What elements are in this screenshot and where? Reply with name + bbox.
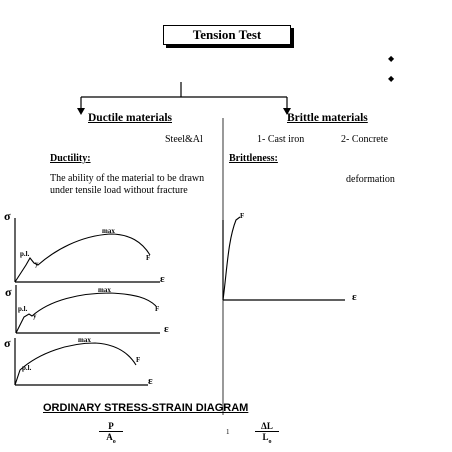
graph-4-curve [223, 217, 240, 300]
ductility-heading: Ductility: [50, 153, 91, 164]
graph-3 [15, 338, 148, 385]
graph-2-sigma: σ [5, 285, 12, 299]
graph-1-curve [15, 234, 150, 282]
ductile-example: Steel&Al [165, 134, 203, 145]
graph-3-sigma: σ [4, 336, 11, 350]
strain-formula [255, 421, 279, 445]
graph-3-fracture-label: F [136, 356, 141, 364]
arrow-left [77, 108, 85, 115]
brittle-heading: Brittle materials [287, 112, 368, 124]
graph-1-sigma: σ [4, 209, 11, 223]
graph-2-pl-label: p.l. [18, 305, 28, 313]
graph-1-fracture-label: F [146, 254, 151, 262]
bullet-2: ◆ [388, 74, 395, 83]
strain-den-main: L [262, 432, 269, 442]
graph-4 [223, 217, 345, 300]
graph-2-epsilon: ε [164, 323, 169, 335]
brittle-example-2: 2- Concrete [341, 134, 388, 145]
formula-separator: 1 [226, 428, 230, 436]
stress-den-main: A [106, 432, 113, 442]
brittleness-heading: Brittleness: [229, 153, 278, 164]
title-text: Tension Test [192, 27, 262, 42]
ductility-definition: The ability of the material to be drawn under tensile load without fracture [50, 173, 205, 196]
graph-1 [15, 218, 160, 282]
graph-2-fracture-label: F [155, 305, 160, 313]
graph-3-epsilon: ε [148, 375, 153, 387]
brittleness-definition: deformation [346, 174, 395, 185]
graph-3-curve [15, 343, 136, 385]
graph-4-fracture-label: F [240, 212, 245, 220]
graph-4-epsilon: ε [352, 291, 357, 303]
strain-numerator: ΔL [255, 421, 279, 432]
ductile-heading: Ductile materials [88, 112, 172, 124]
graph-1-yield-label: y [35, 260, 39, 268]
stress-formula [99, 421, 123, 445]
graph-1-max-label: max [102, 227, 115, 235]
stress-denominator [99, 432, 123, 445]
graph-2-curve [16, 293, 156, 333]
bullet-1: ◆ [388, 54, 395, 63]
stress-numerator: P [99, 421, 123, 432]
strain-den-sub: o [268, 438, 272, 445]
graph-3-max-label: max [78, 336, 91, 344]
graph-1-epsilon: ε [160, 273, 165, 285]
stress-den-sub: o [112, 438, 116, 445]
tree-connector [81, 82, 287, 110]
graph-2-yield-label: y [33, 312, 37, 320]
diagram-caption: ORDINARY STRESS-STRAIN DIAGRAM [43, 402, 249, 414]
graph-2 [16, 285, 160, 333]
strain-denominator [255, 432, 279, 445]
graph-2-max-label: max [98, 286, 111, 294]
brittle-example-1: 1- Cast iron [257, 134, 305, 145]
graph-1-pl-label: p.l. [20, 250, 30, 258]
graph-3-pl-label: p.l. [22, 364, 32, 372]
